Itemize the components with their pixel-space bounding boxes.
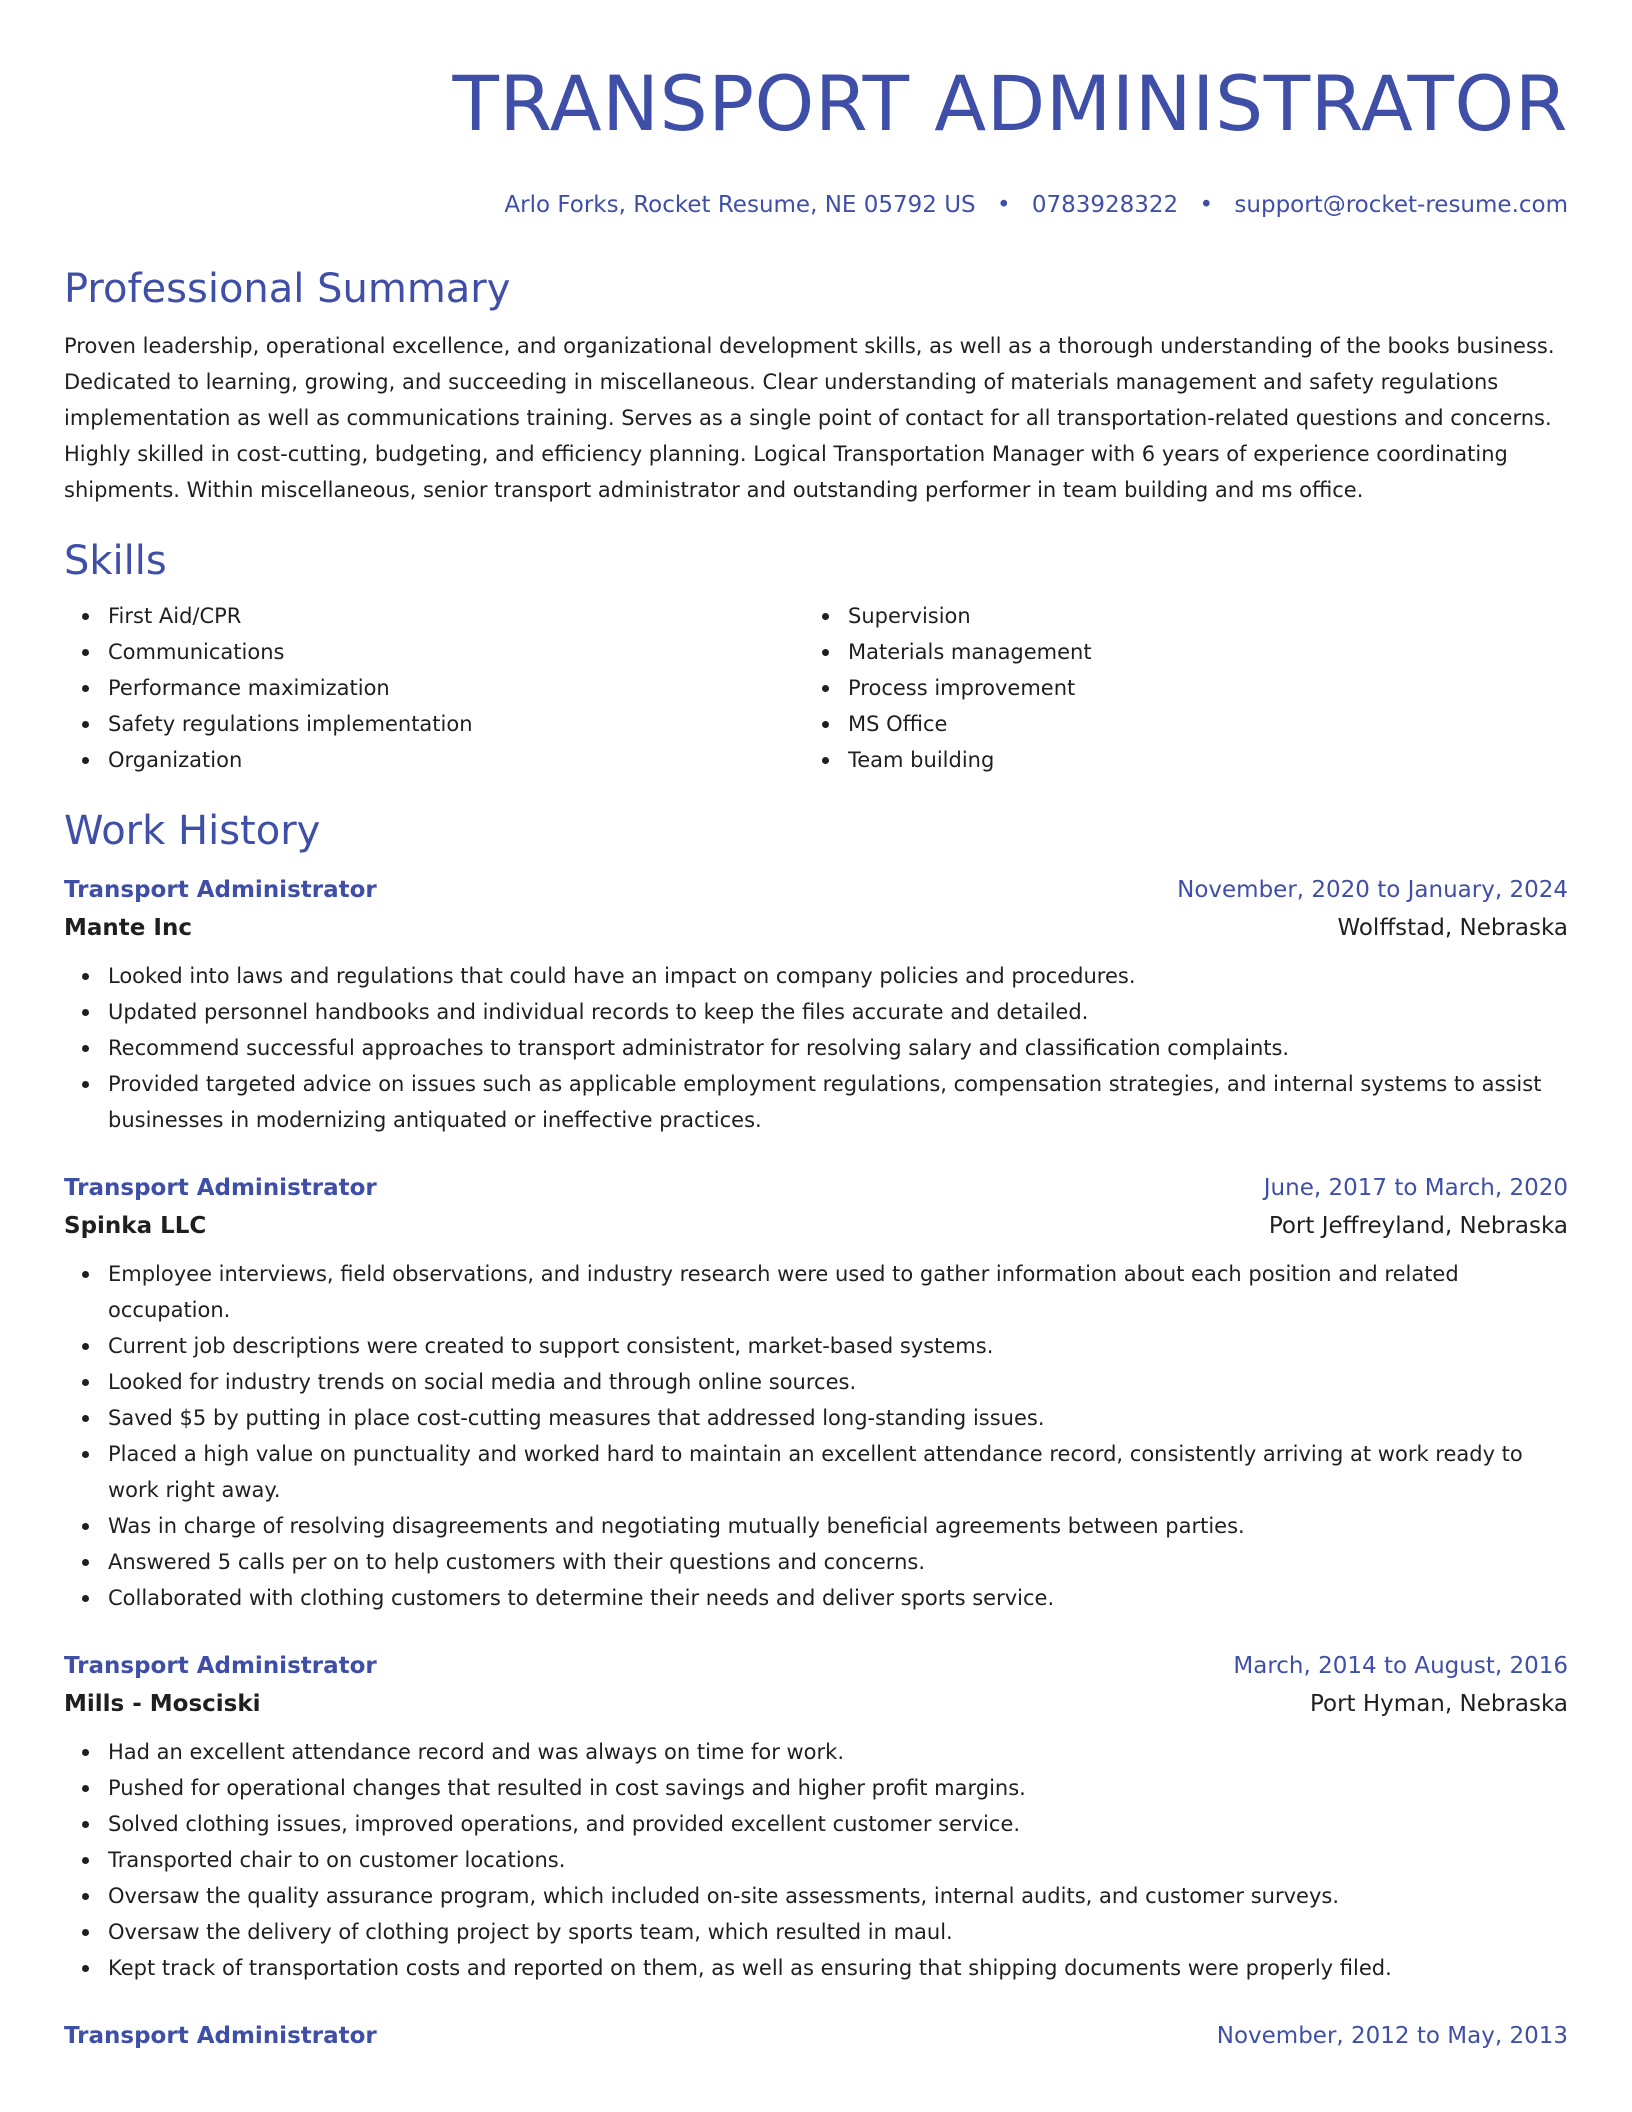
- job-role: Transport Administrator: [64, 2023, 377, 2049]
- summary-text: Proven leadership, operational excellence, and organizational development skills, as well as a thorough understanding of the books business. Dedicated to learning, growing, and succeeding in miscellaneous. Clear understanding of materials management and safety regulations implementation as well as communications training. Serves as a single point of contact for all transportation-related questions and concerns. Highly skilled in cost-cutting, budgeting, and efficiency planning. Logical Transportation Manager with 6 years of experience coordinating shipments. Within miscellaneous, senior transport administrator and outstanding performer in team building and ms office.: [64, 334, 1555, 502]
- job-role: Transport Administrator: [64, 877, 377, 903]
- job-dates: November, 2012 to May, 2013: [1216, 2023, 1568, 2049]
- job-entry: [64, 874, 1568, 1138]
- job-role: Transport Administrator: [64, 1175, 377, 1201]
- job-bullet: Current job descriptions were created to support consistent, market-based systems.: [108, 1328, 1568, 1364]
- skill-item: Performance maximization: [108, 670, 804, 706]
- skills-column-left: [64, 598, 804, 778]
- job-bullet: Kept track of transportation costs and reported on them, as well as ensuring that shipping documents were properly filed.: [108, 1950, 1568, 1986]
- job-dates: March, 2014 to August, 2016: [1233, 1653, 1568, 1679]
- job-bullet: Looked for industry trends on social media and through online sources.: [108, 1364, 1568, 1400]
- job-entry: [64, 1650, 1568, 1986]
- skills-heading: Skills: [64, 538, 167, 584]
- job-bullet: Employee interviews, field observations, and industry research were used to gather information about each position and related occupation.: [108, 1256, 1568, 1328]
- job-bullets: [64, 1734, 1568, 1986]
- job-dates: November, 2020 to January, 2024: [1177, 877, 1568, 903]
- job-bullet: Updated personnel handbooks and individual records to keep the files accurate and detailed.: [108, 994, 1568, 1030]
- job-bullets: [64, 1256, 1568, 1616]
- contact-email: support@rocket-resume.com: [1234, 192, 1568, 218]
- skill-item: Supervision: [848, 598, 1544, 634]
- job-bullet: Was in charge of resolving disagreements and negotiating mutually beneficial agreements between parties.: [108, 1508, 1568, 1544]
- job-location: Port Jeffreyland, Nebraska: [1268, 1213, 1568, 1239]
- job-bullet: Solved clothing issues, improved operations, and provided excellent customer service.: [108, 1806, 1568, 1842]
- skills-column-right: [804, 598, 1544, 778]
- job-entry: [64, 2020, 1568, 2052]
- skill-item: Team building: [848, 742, 1544, 778]
- job-company: Spinka LLC: [64, 1213, 207, 1239]
- job-bullet: Provided targeted advice on issues such as applicable employment regulations, compensation strategies, and internal systems to assist businesses in modernizing antiquated or ineffective practices.: [108, 1066, 1568, 1138]
- job-bullet: Saved $5 by putting in place cost-cutting measures that addressed long-standing issues.: [108, 1400, 1568, 1436]
- contact-phone: 0783928322: [1031, 192, 1179, 218]
- summary-heading: Professional Summary: [64, 266, 511, 312]
- job-dates: June, 2017 to March, 2020: [1263, 1175, 1568, 1201]
- job-company: Mills - Mosciski: [64, 1691, 261, 1717]
- contact-separator: •: [1199, 192, 1214, 218]
- job-bullet: Looked into laws and regulations that could have an impact on company policies and procedures.: [108, 958, 1568, 994]
- job-bullet: Placed a high value on punctuality and worked hard to maintain an excellent attendance record, consistently arriving at work ready to work right away.: [108, 1436, 1568, 1508]
- skill-item: MS Office: [848, 706, 1544, 742]
- contact-separator: •: [996, 192, 1011, 218]
- skill-item: Communications: [108, 634, 804, 670]
- job-location: Wolffstad, Nebraska: [1337, 915, 1568, 941]
- job-bullets: [64, 958, 1568, 1138]
- job-title: TRANSPORT ADMINISTRATOR: [452, 59, 1568, 148]
- skill-item: First Aid/CPR: [108, 598, 804, 634]
- job-bullet: Recommend successful approaches to transport administrator for resolving salary and classification complaints.: [108, 1030, 1568, 1066]
- job-company: Mante Inc: [64, 915, 192, 941]
- job-role: Transport Administrator: [64, 1653, 377, 1679]
- job-bullet: Pushed for operational changes that resulted in cost savings and higher profit margins.: [108, 1770, 1568, 1806]
- work-history-heading: Work History: [64, 808, 321, 854]
- job-bullet: Oversaw the quality assurance program, which included on-site assessments, internal audits, and customer surveys.: [108, 1878, 1568, 1914]
- contact-address: Arlo Forks, Rocket Resume, NE 05792 US: [504, 192, 976, 218]
- job-location: Port Hyman, Nebraska: [1309, 1691, 1568, 1717]
- job-bullet: Transported chair to on customer locations.: [108, 1842, 1568, 1878]
- job-entry: [64, 1172, 1568, 1616]
- skill-item: Process improvement: [848, 670, 1544, 706]
- skills-list: [64, 598, 1568, 778]
- contact-line: [64, 190, 1568, 220]
- job-bullet: Oversaw the delivery of clothing project by sports team, which resulted in maul.: [108, 1914, 1568, 1950]
- resume-header: [64, 58, 1568, 220]
- skill-item: Safety regulations implementation: [108, 706, 804, 742]
- job-bullet: Had an excellent attendance record and was always on time for work.: [108, 1734, 1568, 1770]
- job-bullet: Collaborated with clothing customers to determine their needs and deliver sports service.: [108, 1580, 1568, 1616]
- skill-item: Organization: [108, 742, 804, 778]
- skill-item: Materials management: [848, 634, 1544, 670]
- job-bullet: Answered 5 calls per on to help customers with their questions and concerns.: [108, 1544, 1568, 1580]
